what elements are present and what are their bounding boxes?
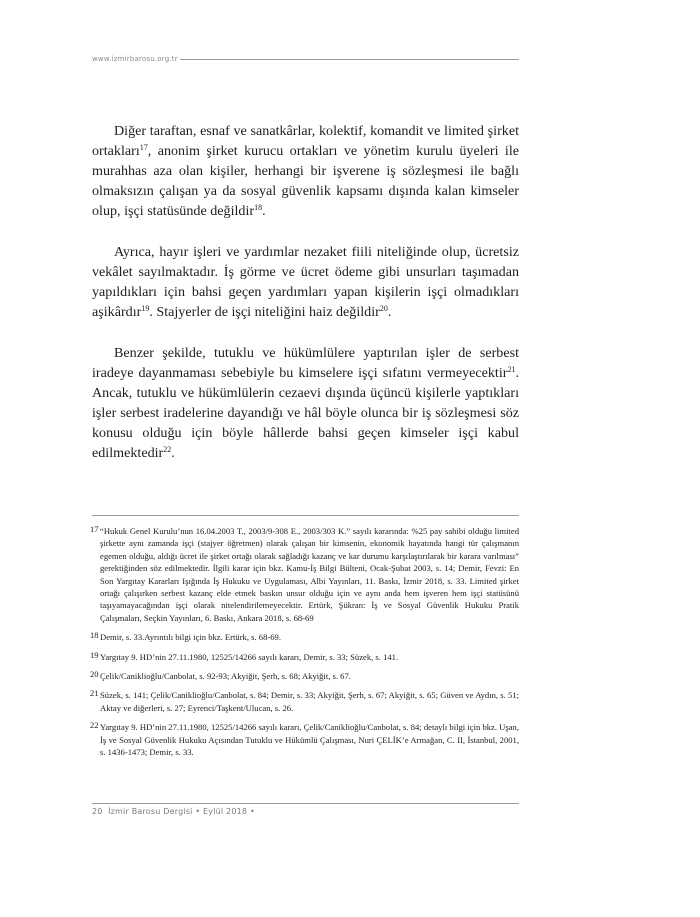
footnote-number: 17	[90, 524, 99, 534]
footnote-text: Süzek, s. 141; Çelik/Caniklioğlu/Canbolat, s. 84; Demir, s. 33; Akyiğit, Şerh, s. 67; Akyiğit, s. 65; Güven ve Aydın, s. 51; Aktay ve diğerleri, s. 27; Eyrenci/Taşkent/Ulucan, s. 26.	[100, 690, 519, 713]
footnote-19	[92, 651, 519, 663]
page-header	[92, 55, 519, 63]
footnote-number: 21	[90, 688, 99, 699]
footnote-ref-17[interactable]: 17	[139, 143, 148, 152]
footnote-text: Yargıtay 9. HD’nin 27.11.1980, 12525/14266 sayılı kararı, Demir, s. 33; Süzek, s. 141.	[100, 651, 399, 662]
footnote-ref-21[interactable]: 21	[507, 365, 516, 374]
footer-divider	[92, 803, 519, 804]
footnote-ref-18[interactable]: 18	[254, 203, 263, 212]
paragraph-text: . Ancak, tutuklu ve hükümlülerin cezaevi dışında üçüncü kişilerle yaptıkları işler serbest iradelerine dayandığı ve hâl böyle olunca bir iş sözleşmesi söz konusu olduğu için böyle hâllerde bahsi geçen kimseler işçi kabul edilmektedir	[92, 365, 519, 461]
header-url: www.izmirbarosu.org.tr	[92, 55, 178, 63]
footnote-21	[92, 689, 519, 714]
footnote-22	[92, 721, 519, 758]
footnote-number: 20	[90, 669, 99, 680]
footnote-text: Çelik/Caniklioğlu/Canbolat, s. 92-93; Akyiğit, Şerh, s. 68; Akyiğit, s. 67.	[100, 671, 351, 682]
footnote-number: 19	[90, 649, 99, 660]
paragraph-text: Diğer taraftan, esnaf ve sanatkârlar, kolektif, komandit ve limited şirket ortakları	[92, 123, 519, 159]
footnote-number: 18	[90, 630, 99, 641]
paragraph-text: , anonim şirket kurucu ortakları ve yönetim kurulu üyeleri ile murahhas aza olan kişiler, herhangi bir işverene iş sözleşmesi ile bağlı olmaksızın çalışan ya da sosyal güvenlik kapsamı dışında kalan kimseler olup, işçi statüsünde değildir	[92, 143, 519, 219]
paragraph-text: Ayrıca, hayır işleri ve yardımlar nezaket fiili niteliğinde olup, ücretsiz vekâlet sayılmaktadır. İş görme ve ücret ödeme gibi unsurları taşımadan yapıldıkları için bahsi geçen yardımları yapan kişilerin işçi olmadıkları aşikârdır	[92, 244, 519, 320]
journal-title: İzmir Barosu Dergisi • Eylül 2018 •	[108, 807, 255, 816]
page-footer	[92, 807, 255, 816]
paragraph-text: .	[171, 445, 175, 461]
paragraph-1	[92, 121, 519, 221]
footnote-20	[92, 670, 519, 682]
footnotes	[92, 525, 519, 766]
footnote-divider	[92, 515, 519, 516]
footnote-ref-19[interactable]: 19	[141, 304, 150, 313]
footnote-18	[92, 631, 519, 643]
header-divider	[180, 59, 519, 60]
page-number: 20	[92, 807, 103, 816]
paragraph-text: . Stajyerler de işçi niteliğini haiz değildir	[149, 304, 380, 320]
paragraph-text: .	[262, 203, 266, 219]
paragraph-text: Benzer şekilde, tutuklu ve hükümlülere yaptırılan işler de serbest iradeye dayanmaması sebebiyle bu kimselere işçi sıfatını vermeyecektir	[92, 345, 519, 381]
paragraph-3	[92, 343, 519, 463]
paragraph-text: .	[387, 304, 392, 320]
main-text	[92, 121, 519, 484]
footnote-number: 22	[90, 720, 99, 731]
paragraph-2	[92, 242, 519, 322]
footnote-text: Demir, s. 33.Ayrıntılı bilgi için bkz. Ertürk, s. 68-69.	[100, 632, 281, 643]
footnote-17	[92, 525, 519, 624]
footnote-ref-22[interactable]: 22	[163, 445, 172, 454]
footnote-text: “Hukuk Genel Kurulu’nun 16.04.2003 T., 2003/9-308 E., 2003/303 K.” sayılı kararında: %25 pay sahibi olduğu limited şirkette aynı zamanda işçi (stajyer öğretmen) olarak çalışan bir kimsenin, ekonomik hayatında hangi tür çalışmanın egemen olduğu, aldığı ücret ile şirket ortağı olarak sağladığı kazanç ve kar durumu karşılaştırılarak bir karara varılması” gerektiğinden söz edilmektedir. İlgili karar için bkz. Kamu-İş Bilgi Bülteni, Ocak-Şubat 2003, s. 14; Demir, Fevzi: En Son Yargıtay Kararları Işığında İş Hukuku ve Uygulaması, Albi Yayınları, 11. Baskı, İzmir 2018, s. 33. Limited şirket ortağı çalışırken serbest kazanç elde etmek baskın unsur olduğu için ve aynı anda hem işveren hem işçi statüsünü taşıyamayacağından işçi olarak nitelendirilemeyecektir. Ertürk, Şükran: İş ve Sosyal Güvenlik Hukuku Pratik Çalışmaları, Seçkin Yayınları, 6. Baskı, Ankara 2018, s. 68-69	[100, 526, 519, 623]
footnote-ref-20[interactable]: 20	[379, 304, 388, 313]
footnote-text: Yargıtay 9. HD’nin 27.11.1980, 12525/14266 sayılı kararı, Çelik/Caniklioğlu/Canbolat, s. 84; detaylı bilgi için bkz. Uşan, İş ve Sosyal Güvenlik Hukuku Açısından Tutuklu ve Hükümlü Çalışması, Nuri ÇELİK’e Armağan, C. II, İstanbul, 2001, s. 1436-1473; Demir, s. 33.	[100, 722, 519, 758]
